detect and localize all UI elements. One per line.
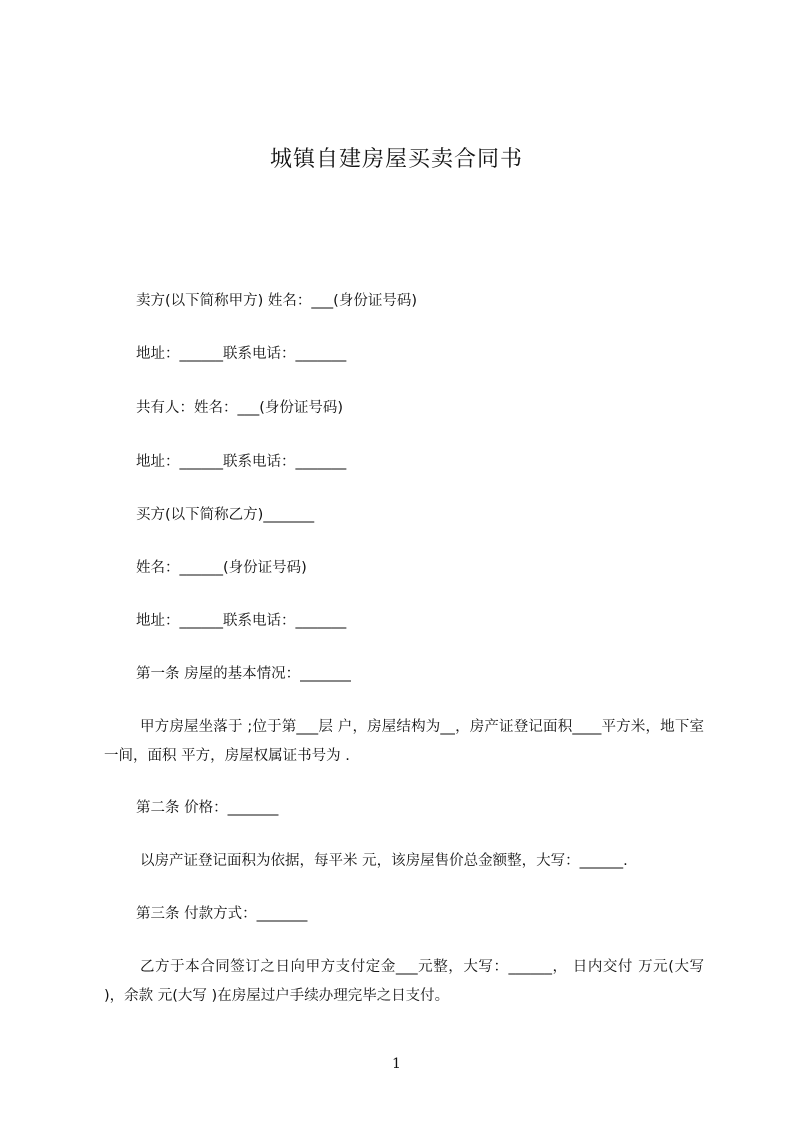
- article-3-body: 乙方于本合同签订之日向甲方支付定金___元整，大写：______， 日内交付 万元(大写 )，余款 元(大写 )在房屋过户手续办理完毕之日支付。: [104, 959, 704, 1004]
- article-3-heading: 第三条 付款方式：_______: [136, 906, 308, 922]
- buyer-name-line: 姓名：______(身份证号码): [136, 560, 307, 576]
- article-2-heading: 第二条 价格：_______: [136, 800, 279, 816]
- buyer-line: 买方(以下简称乙方)_______: [136, 507, 315, 523]
- seller-line: 卖方(以下简称甲方) 姓名：___(身份证号码): [136, 293, 417, 309]
- buyer-address-line: 地址：______联系电话：_______: [136, 613, 347, 629]
- document-title: 城镇自建房屋买卖合同书: [269, 147, 523, 172]
- page-number: 1: [392, 1056, 401, 1072]
- seller-address-line: 地址：______联系电话：_______: [136, 346, 347, 362]
- article-1-body: 甲方房屋坐落于 ;位于第___层 户，房屋结构为__，房产证登记面积____平方米，地下室一间，面积 平方，房屋权属证书号为 .: [104, 719, 704, 764]
- article-1-heading: 第一条 房屋的基本情况：_______: [136, 666, 351, 682]
- co-owner-line: 共有人：姓名：___(身份证号码): [136, 400, 344, 416]
- co-owner-address-line: 地址：______联系电话：_______: [136, 454, 347, 470]
- article-2-body: 以房产证登记面积为依据，每平米 元，该房屋售价总金额整，大写：______.: [140, 853, 628, 869]
